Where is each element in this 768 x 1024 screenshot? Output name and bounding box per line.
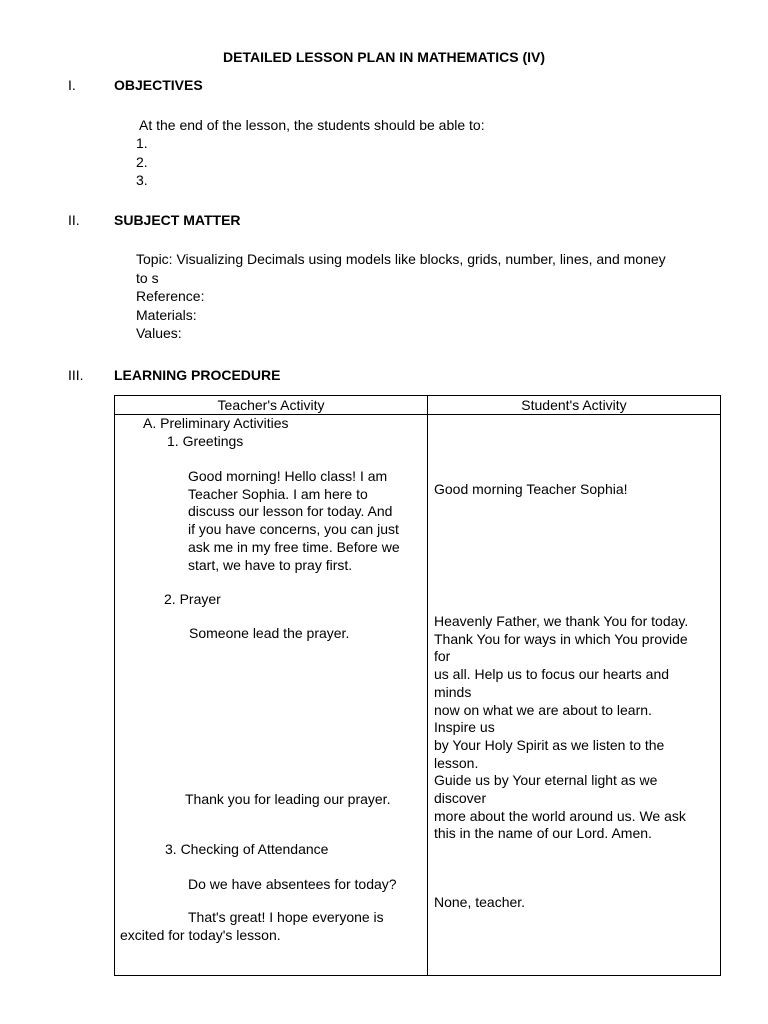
preliminary-activities: A. Preliminary Activities [143,415,289,431]
closing-remark-line1: That's great! I hope everyone is [188,909,384,925]
objectives-list [136,134,148,190]
document-title: DETAILED LESSON PLAN IN MATHEMATICS (IV) [223,49,545,65]
student-prayer: Heavenly Father, we thank You for today. Thank You for ways in which You provide for us all. Help us to focus our hearts and minds now on what we are about to learn. Inspire us by Your Holy Spirit as we listen to the lesson. Guide us by Your eternal light as we discover more about the world around us. We ask this in the name of our Lord. Amen. [434,613,689,842]
section-heading-subject-matter: SUBJECT MATTER [114,212,241,228]
subject-matter-details [136,250,666,343]
student-absentee-reply: None, teacher. [434,894,526,910]
attendance-heading: 3. Checking of Attendance [165,841,329,857]
greetings-heading: 1. Greetings [167,433,244,449]
topic-line-continued: to s [136,269,159,286]
section-numeral-learning-procedure: III. [68,367,84,383]
closing-remark-line2: excited for today's lesson. [120,927,281,943]
prayer-request: Someone lead the prayer. [189,625,350,641]
section-numeral-objectives: I. [68,77,76,93]
learning-procedure-table [114,395,721,976]
prayer-heading: 2. Prayer [164,591,221,607]
topic-line: Topic: Visualizing Decimals using models like blocks, grids, number, lines, and money [136,251,666,267]
prayer-thanks: Thank you for leading our prayer. [185,791,391,807]
objective-item: 3. [136,172,148,188]
objective-item: 1. [136,135,148,151]
header-students-activity: Student's Activity [521,397,627,413]
student-greeting-reply: Good morning Teacher Sophia! [434,481,628,497]
objectives-intro: At the end of the lesson, the students should be able to: [139,117,485,133]
greeting-text: Good morning! Hello class! I am Teacher Sophia. I am here to discuss our lesson for today. And if you have concerns, you can just ask me in my free time. Before we start, we have to pray first. [188,468,400,573]
section-heading-objectives: OBJECTIVES [114,77,203,93]
values-label: Values: [136,325,182,341]
column-divider [427,396,428,975]
attendance-question: Do we have absentees for today? [188,876,397,892]
section-heading-learning-procedure: LEARNING PROCEDURE [114,367,281,383]
objective-item: 2. [136,153,148,170]
header-teachers-activity: Teacher's Activity [217,397,325,413]
section-numeral-subject-matter: II. [68,212,80,228]
reference-label: Reference: [136,288,205,304]
materials-label: Materials: [136,306,197,323]
